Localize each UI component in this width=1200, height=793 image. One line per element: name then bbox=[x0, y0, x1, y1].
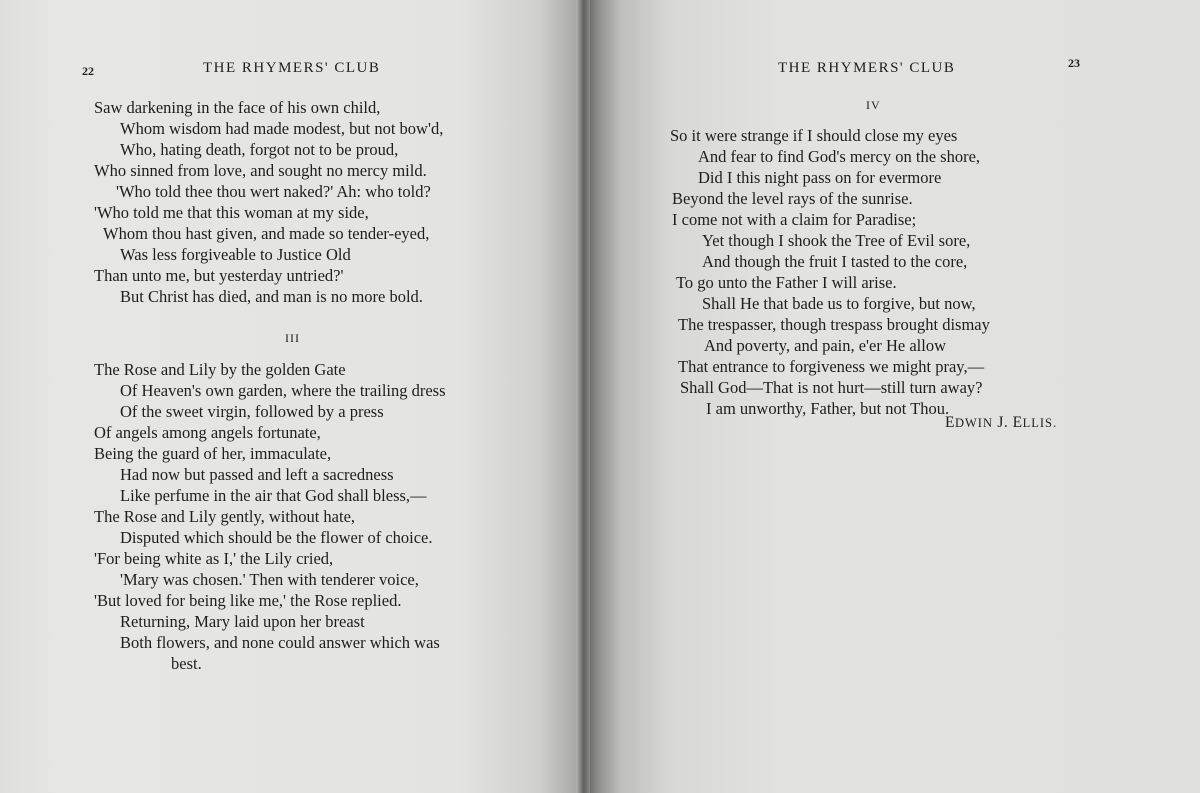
signature-initial: J. bbox=[997, 414, 1009, 431]
section-numeral: IV bbox=[866, 98, 881, 112]
poem-line: Who, hating death, forgot not to be proud, bbox=[120, 140, 399, 159]
poem-line: Both flowers, and none could answer which was bbox=[120, 633, 440, 652]
section-numeral: III bbox=[285, 331, 300, 345]
book-gutter bbox=[576, 0, 590, 793]
poem-line: The Rose and Lily gently, without hate, bbox=[94, 507, 356, 526]
poem-line: The trespasser, though trespass brought dismay bbox=[678, 315, 990, 334]
poem-line: But Christ has died, and man is no more bold. bbox=[120, 287, 423, 306]
poem-line: 'Mary was chosen.' Then with tenderer voice, bbox=[120, 570, 419, 589]
poem-line: To go unto the Father I will arise. bbox=[676, 273, 897, 292]
poem-line: Of angels among angels fortunate, bbox=[94, 423, 321, 442]
page-number: 23 bbox=[1068, 56, 1080, 70]
poem-line: Beyond the level rays of the sunrise. bbox=[672, 189, 913, 208]
poem-line: Like perfume in the air that God shall bless,— bbox=[120, 486, 427, 505]
poem-line: And fear to find God's mercy on the shore, bbox=[698, 147, 981, 166]
poem-line: Yet though I shook the Tree of Evil sore, bbox=[702, 231, 971, 250]
page-number: 22 bbox=[82, 64, 94, 78]
poem-line: 'For being white as I,' the Lily cried, bbox=[94, 549, 334, 568]
author-signature bbox=[945, 414, 1057, 432]
running-head: THE RHYMERS' CLUB bbox=[778, 60, 956, 76]
poem-line: And though the fruit I tasted to the core, bbox=[702, 252, 968, 271]
poem-line: 'Who told me that this woman at my side, bbox=[94, 203, 369, 222]
poem-line: That entrance to forgiveness we might pray,— bbox=[678, 357, 985, 376]
poem-line: Saw darkening in the face of his own child, bbox=[94, 98, 381, 117]
poem-line: Of the sweet virgin, followed by a press bbox=[120, 402, 384, 421]
poem-line: Being the guard of her, immaculate, bbox=[94, 444, 332, 463]
poem-line: So it were strange if I should close my eyes bbox=[670, 126, 958, 145]
running-head: THE RHYMERS' CLUB bbox=[203, 60, 381, 76]
poem-line: Who sinned from love, and sought no mercy mild. bbox=[94, 161, 427, 180]
poem-line: Was less forgiveable to Justice Old bbox=[120, 245, 351, 264]
poem-line: Shall He that bade us to forgive, but now, bbox=[702, 294, 976, 313]
poem-line: Of Heaven's own garden, where the trailing dress bbox=[120, 381, 446, 400]
poem-line: Disputed which should be the flower of choice. bbox=[120, 528, 433, 547]
poem-line: I am unworthy, Father, but not Thou. bbox=[706, 399, 950, 418]
poem-line: Whom thou hast given, and made so tender-eyed, bbox=[103, 224, 430, 243]
poem-line: The Rose and Lily by the golden Gate bbox=[94, 360, 346, 379]
poem-line: I come not with a claim for Paradise; bbox=[672, 210, 917, 229]
poem-line: Whom wisdom had made modest, but not bow'd, bbox=[120, 119, 444, 138]
poem-line: Did I this night pass on for evermore bbox=[698, 168, 942, 187]
poem-line: Returning, Mary laid upon her breast bbox=[120, 612, 365, 631]
right-page bbox=[590, 0, 1200, 793]
poem-line: 'Who told thee thou wert naked?' Ah: who told? bbox=[116, 182, 431, 201]
signature-last-name: ELLIS. bbox=[1012, 414, 1058, 431]
poem-line: Than unto me, but yesterday untried?' bbox=[94, 266, 344, 285]
poem-line: Had now but passed and left a sacredness bbox=[120, 465, 394, 484]
left-page bbox=[0, 0, 590, 793]
poem-line: And poverty, and pain, e'er He allow bbox=[704, 336, 946, 355]
poem-line: Shall God—That is not hurt—still turn away? bbox=[680, 378, 983, 397]
poem-line: best. bbox=[171, 654, 202, 673]
signature-first-name: EDWIN bbox=[945, 414, 993, 431]
poem-line: 'But loved for being like me,' the Rose replied. bbox=[94, 591, 402, 610]
